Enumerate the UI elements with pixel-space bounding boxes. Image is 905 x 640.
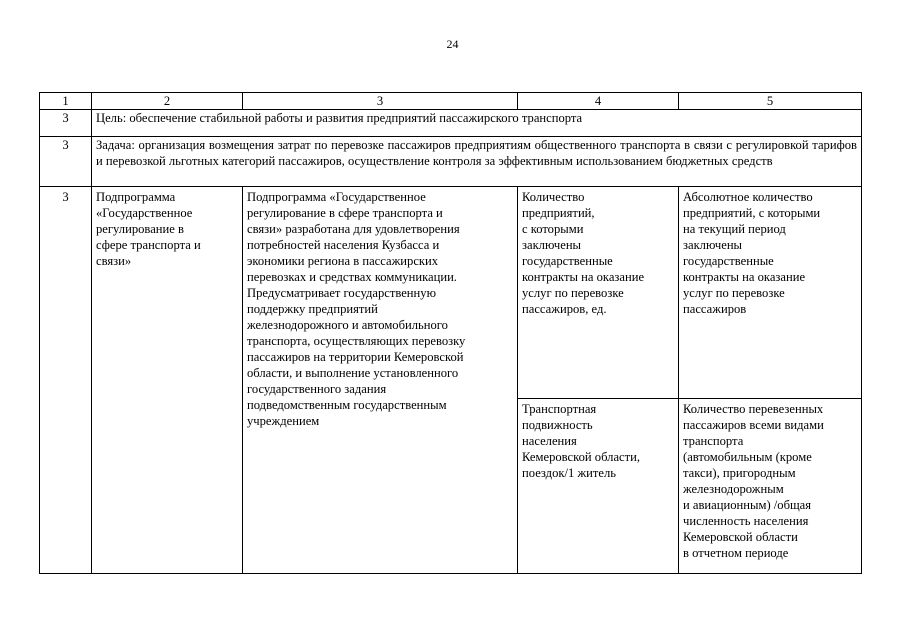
indicator-name: Транспортная подвижность населения Кемеровской области, поездок/1 житель: [518, 399, 679, 574]
table-header-row: [40, 93, 862, 110]
task-text: Задача: организация возмещения затрат по перевозке пассажиров предприятиям общественного транспорта в связи с регулировкой тарифов и перевозкой льготных категорий пассажиров, осуществление контроля за эффективным использованием бюджетных средств: [92, 137, 862, 187]
indicator-method: Количество перевезенных пассажиров всеми видами транспорта (автомобильным (кроме такси), пригородным железнодорожным и авиационным) /общая численность населения Кемеровской области в отчетном периоде: [679, 399, 862, 574]
row-number: 3: [40, 137, 92, 187]
indicator-method: Абсолютное количество предприятий, с которыми на текущий период заключены государственные контракты на оказание услуг по перевозке пассажиров: [679, 187, 862, 399]
row-number: 3: [40, 187, 92, 574]
program-name: Подпрограмма «Государственное регулирование в сфере транспорта и связи»: [92, 187, 243, 574]
program-row: [40, 187, 862, 399]
indicator-name: Количество предприятий, с которыми заключены государственные контракты на оказание услуг по перевозке пассажиров, ед.: [518, 187, 679, 399]
header-cell: 2: [92, 93, 243, 110]
row-number: 3: [40, 110, 92, 137]
header-cell: 3: [243, 93, 518, 110]
goal-text: Цель: обеспечение стабильной работы и развития предприятий пассажирского транспорта: [92, 110, 862, 137]
program-description: Подпрограмма «Государственное регулирование в сфере транспорта и связи» разработана для удовлетворения потребностей населения Кузбасса и экономики региона в пассажирских перевозках и средствах коммуникации. Предусматривает государственную поддержку предприятий железнодорожного и автомобильного транспорта, осуществляющих перевозку пассажиров на территории Кемеровской области, и выполнение установленного государственного задания подведомственным государственным учреждением: [243, 187, 518, 574]
goal-row: [40, 110, 862, 137]
header-cell: 5: [679, 93, 862, 110]
indicators-table: [39, 92, 862, 574]
task-row: [40, 137, 862, 187]
header-cell: 1: [40, 93, 92, 110]
page-number: 24: [446, 37, 459, 51]
header-cell: 4: [518, 93, 679, 110]
